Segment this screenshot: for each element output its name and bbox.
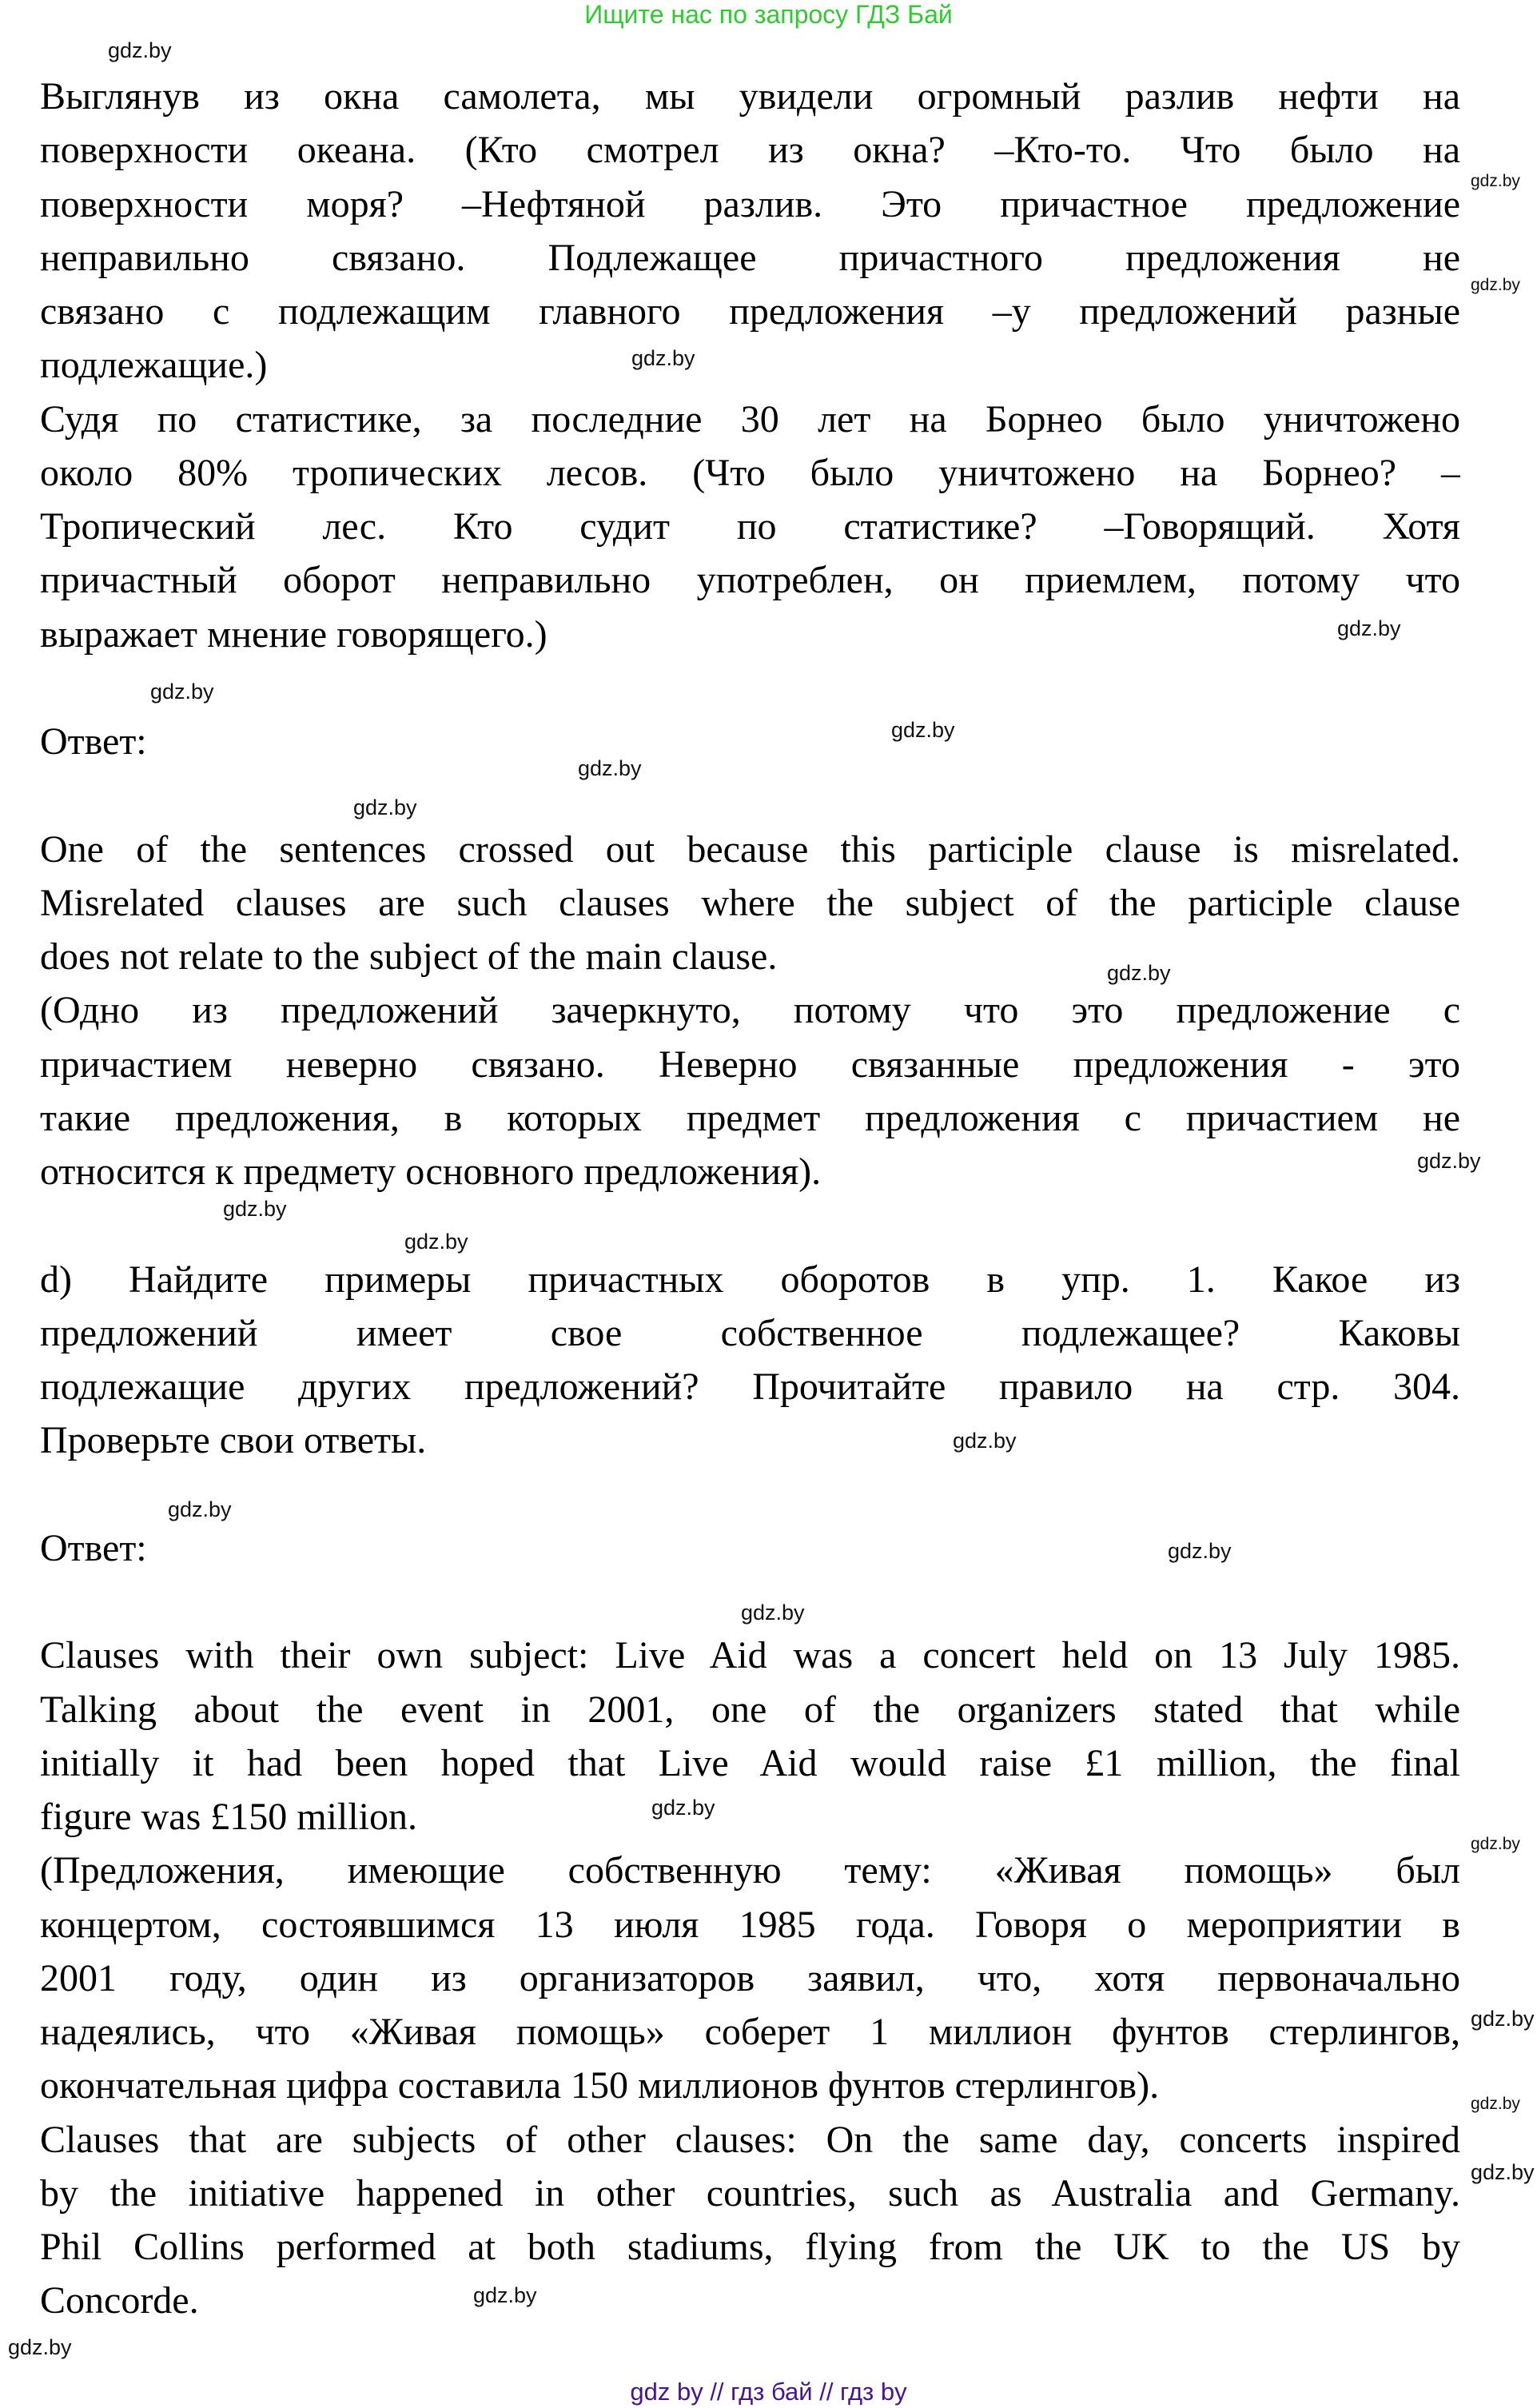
blank-line [40,661,1460,715]
watermark: gdz.by [1471,276,1520,294]
text-line: выражает мнение говорящего.) [40,612,548,656]
watermark: gdz.by [1471,2160,1535,2184]
watermark: gdz.by [578,756,642,780]
watermark: gdz.by [150,680,214,704]
blank-line [40,768,1460,822]
text-line: подлежащие.) [40,344,268,387]
paragraph [40,2113,1460,2328]
text-line: поверхности океана. (Кто смотрел из окна? –Кто-то. Что было на [40,129,1460,172]
watermark: gdz.by [1471,2007,1535,2031]
text-line: does not relate to the subject of the main clause. [40,935,778,978]
watermark: gdz.by [108,38,172,62]
text-line: (Одно из предложений зачеркнуто, потому что это предложение с [40,989,1460,1032]
text-line: figure was £150 million. [40,1796,417,1838]
watermark: gdz.by [223,1197,287,1221]
text-line: (Предложения, имеющие собственную тему: «Живая помощь» был [40,1849,1460,1892]
text-line: около 80% тропических лесов. (Что было уничтожено на Борнео? – [40,451,1460,494]
footer-link[interactable]: gdz by // гдз бай // гдз by [630,2378,907,2406]
blank-line [40,1468,1460,1521]
watermark: gdz.by [891,718,955,742]
paragraph [40,1521,1460,1575]
watermark: gdz.by [1471,2095,1520,2113]
paragraph [40,983,1460,1198]
watermark: gdz.by [651,1796,715,1820]
watermark: gdz.by [404,1230,468,1254]
text-line: initially it had been hoped that Live Aid would raise £1 million, the final [40,1741,1460,1784]
text-line: Судя по статистике, за последние 30 лет на Борнео было уничтожено [40,397,1460,441]
paragraph [40,1253,1460,1468]
text-line: концертом, состоявшимся 13 июля 1985 года. Говоря о мероприятии в [40,1903,1460,1946]
watermark: gdz.by [8,2335,72,2359]
text-line: Concorde. [40,2279,199,2322]
text-line: надеялись, что «Живая помощь» соберет 1 миллион фунтов стерлингов, [40,2011,1460,2053]
text-line: Тропический лес. Кто судит по статистике? –Говорящий. Хотя [40,505,1460,548]
paragraph [40,1844,1460,2112]
text-line: Phil Collins performed at both stadiums, flying from the UK to the US by [40,2226,1460,2268]
text-line: Ответ: [40,720,147,763]
top-banner-link[interactable]: Ищите нас по запросу ГДЗ Бай [584,0,953,29]
watermark: gdz.by [1471,172,1520,190]
watermark: gdz.by [1471,1835,1520,1853]
text-line: неправильно связано. Подлежащее причастного предложения не [40,236,1460,279]
text-line: относится к предмету основного предложения). [40,1150,822,1193]
watermark: gdz.by [1417,1149,1481,1173]
paragraph [40,823,1460,984]
watermark: gdz.by [953,1429,1017,1453]
text-line: причастный оборот неправильно употреблен, он приемлем, потому что [40,559,1460,602]
watermark: gdz.by [168,1497,232,1521]
text-line: by the initiative happened in other countries, such as Australia and Germany. [40,2171,1460,2215]
text-line: d) Найдите примеры причастных оборотов в упр. 1. Какое из [40,1258,1460,1301]
paragraph [40,393,1460,661]
watermark: gdz.by [1107,961,1171,985]
paragraph [40,70,1460,393]
paragraph [40,715,1460,768]
text-line: Проверьте свои ответы. [40,1419,427,1462]
paragraph [40,1629,1460,1844]
watermark: gdz.by [1337,616,1401,640]
text-line: Ответ: [40,1526,147,1569]
text-line: окончательная цифра составила 150 миллионов фунтов стерлингов). [40,2064,1160,2107]
text-line: Clauses that are subjects of other clauses: On the same day, concerts inspired [40,2118,1460,2161]
text-line: 2001 году, один из организаторов заявил, что, хотя первоначально [40,1956,1460,1999]
text-line: Misrelated clauses are such clauses where the subject of the participle clause [40,881,1460,924]
watermark: gdz.by [473,2283,537,2307]
text-line: Talking about the event in 2001, one of the organizers stated that while [40,1688,1460,1731]
text-line: предложений имеет свое собственное подлежащее? Каковы [40,1311,1460,1354]
watermark: gdz.by [631,346,695,370]
text-line: Clauses with their own subject: Live Aid was a concert held on 13 July 1985. [40,1634,1460,1677]
text-line: Выглянув из окна самолета, мы увидели огромный разлив нефти на [40,75,1460,118]
text-line: One of the sentences crossed out because this participle clause is misrelated. [40,827,1460,871]
watermark: gdz.by [1168,1539,1232,1563]
text-line: поверхности моря? –Нефтяной разлив. Это причастное предложение [40,182,1460,225]
text-line: такие предложения, в которых предмет предложения с причастием не [40,1096,1460,1139]
watermark: gdz.by [741,1601,805,1625]
text-line: причастием неверно связано. Неверно связанные предложения - это [40,1043,1460,1086]
text-line: подлежащие других предложений? Прочитайте правило на стр. 304. [40,1365,1460,1408]
watermark: gdz.by [353,795,417,819]
text-line: связано с подлежащим главного предложения –у предложений разные [40,290,1460,333]
